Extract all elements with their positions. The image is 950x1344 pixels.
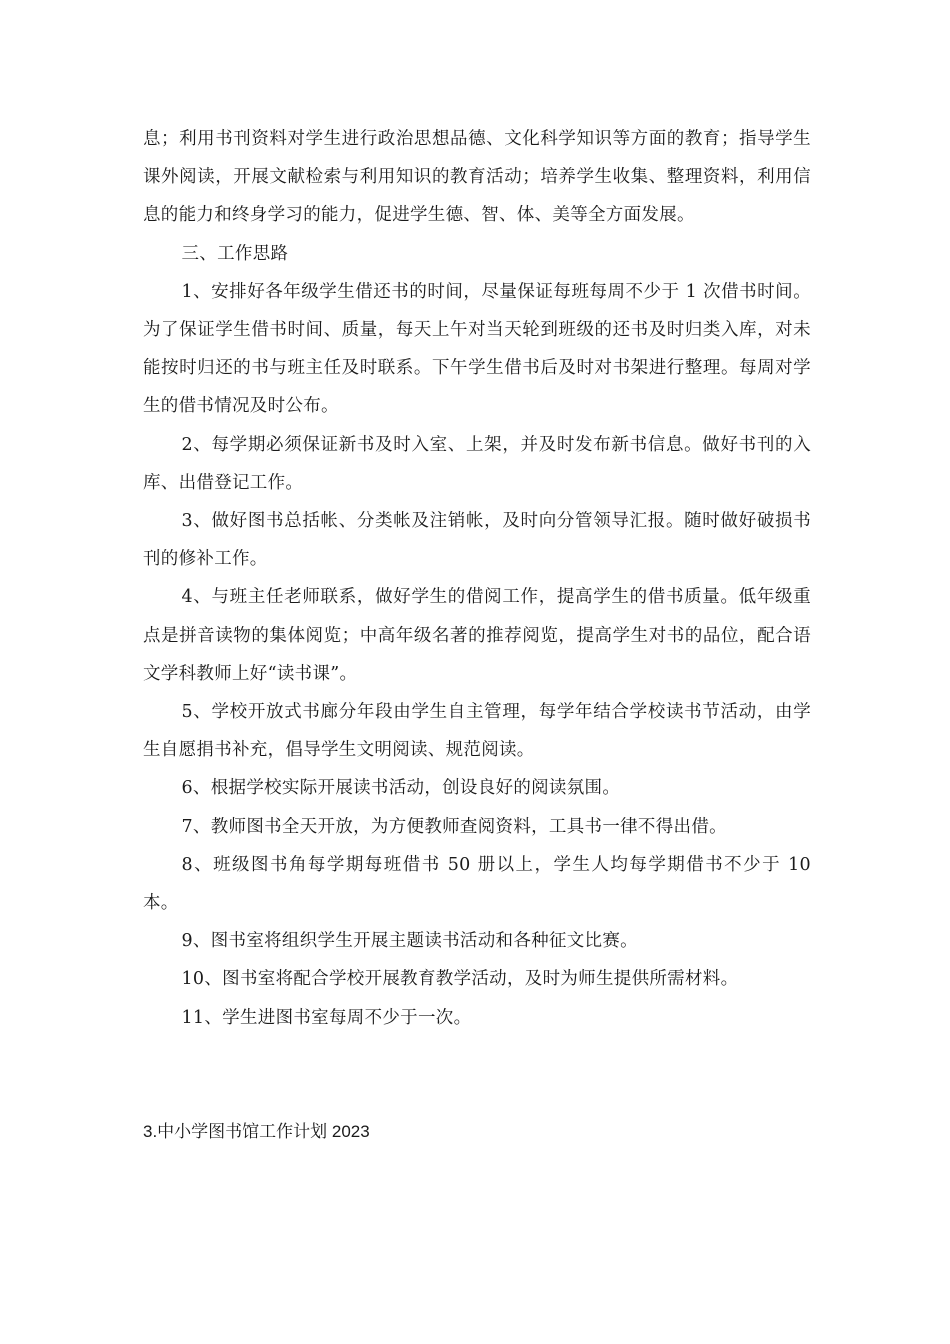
list-item-11: 11、学生进图书室每周不少于一次。 <box>181 1007 472 1028</box>
list-item-1: 1、安排好各年级学生借还书的时间，尽量保证每班每周不少于 1 次借书时间。为了保证学生借书时间、质量，每天上午对当天轮到班级的还书及时归类入库，对未能按时归还的书与班主任及时联系。下午学生借书后及时对书架进行整理。每周对学生的借书情况及时公布。 <box>143 281 811 417</box>
list-item-10: 10、图书室将配合学校开展教育教学活动，及时为师生提供所需材料。 <box>181 969 739 990</box>
section-title: 3.中小学图书馆工作计划 2023 <box>143 1122 370 1141</box>
list-item-9: 9、图书室将组织学生开展主题读书活动和各种征文比赛。 <box>181 931 638 952</box>
paragraph-continuation: 息；利用书刊资料对学生进行政治思想品德、文化科学知识等方面的教育；指导学生课外阅读，开展文献检索与利用知识的教育活动；培养学生收集、整理资料，利用信息的能力和终身学习的能力，促进学生德、智、体、美等全方面发展。 <box>143 129 811 226</box>
list-item-3: 3、做好图书总括帐、分类帐及注销帐，及时向分管领导汇报。随时做好破损书刊的修补工作。 <box>143 511 811 570</box>
list-item-8: 8、班级图书角每学期每班借书 50 册以上，学生人均每学期借书不少于 10 本。 <box>143 854 811 914</box>
document-body <box>143 120 811 1037</box>
heading-work-ideas: 三、工作思路 <box>181 243 289 264</box>
list-item-5: 5、学校开放式书廊分年段由学生自主管理，每学年结合学校读书节活动，由学生自愿捐书补充，倡导学生文明阅读、规范阅读。 <box>143 702 811 761</box>
list-item-6: 6、根据学校实际开展读书活动，创设良好的阅读氛围。 <box>181 778 621 799</box>
list-item-4: 4、与班主任老师联系，做好学生的借阅工作，提高学生的借书质量。低年级重点是拼音读物的集体阅览；中高年级名著的推荐阅览，提高学生对书的品位，配合语文学科教师上好“读书课”。 <box>143 587 811 684</box>
list-item-2: 2、每学期必须保证新书及时入室、上架，并及时发布新书信息。做好书刊的入库、出借登记工作。 <box>143 434 811 493</box>
list-item-7: 7、教师图书全天开放，为方便教师查阅资料，工具书一律不得出借。 <box>181 816 727 837</box>
